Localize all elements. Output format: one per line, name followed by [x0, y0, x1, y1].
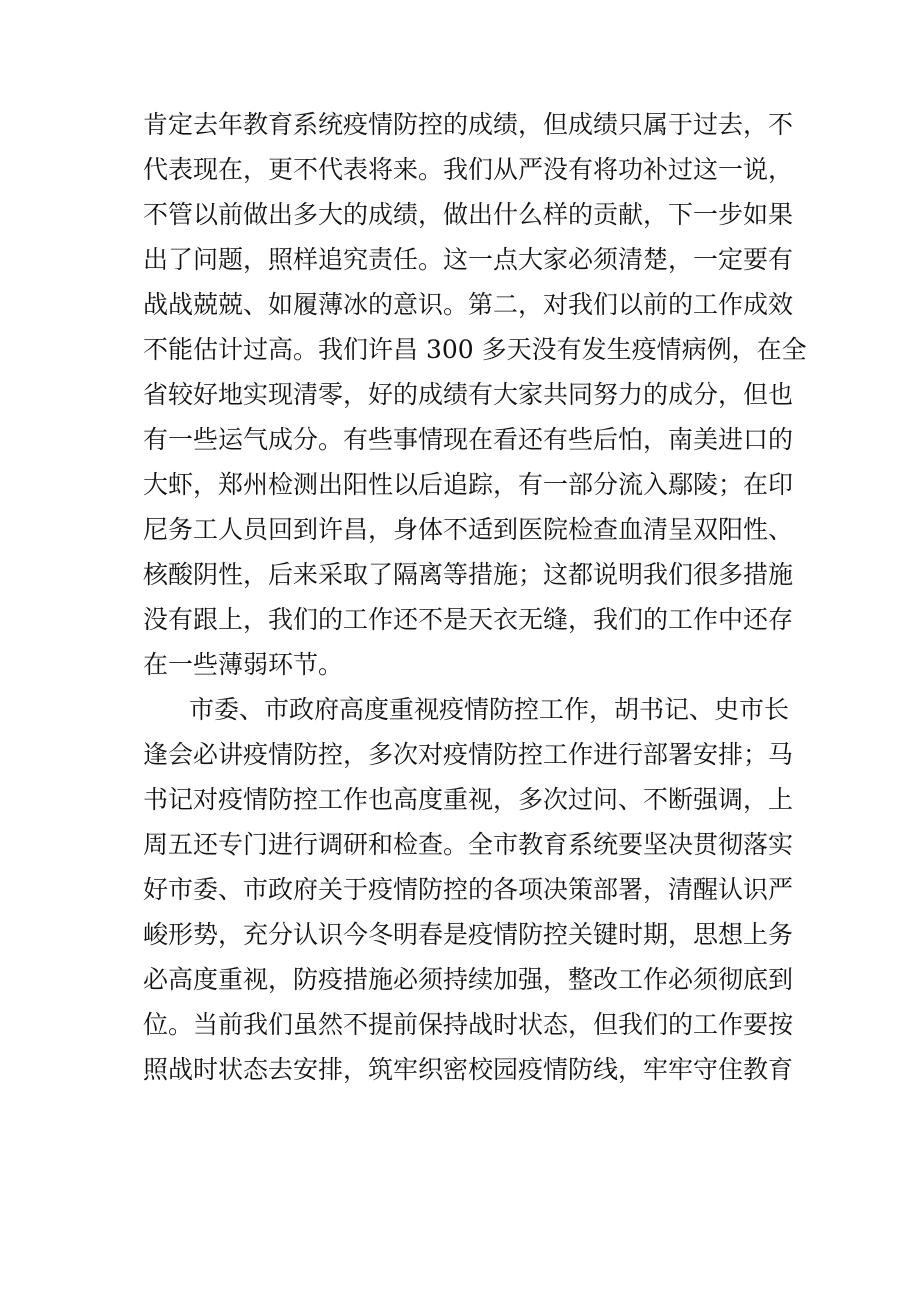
text-line: 好市委、市政府关于疫情防控的各项决策部署，清醒认识严 [143, 875, 794, 904]
text-line: 逢会必讲疫情防控，多次对疫情防控工作进行部署安排；马 [143, 740, 794, 769]
text-line: 尼务工人员回到许昌，身体不适到医院检查血清呈双阳性、 [143, 515, 794, 544]
text-line: 代表现在，更不代表将来。我们从严没有将功补过这一说， [143, 155, 794, 184]
text-line: 在一些薄弱环节。 [143, 650, 344, 679]
text-line: 市委、市政府高度重视疫情防控工作，胡书记、史市长 [189, 695, 790, 724]
text-line: 照战时状态去安排，筑牢织密校园疫情防线，牢牢守住教育 [143, 1055, 794, 1084]
text-line: 有一些运气成分。有些事情现在看还有些后怕，南美进口的 [143, 425, 794, 454]
paragraph-1 [143, 102, 807, 687]
text-line: 大虾，郑州检测出阳性以后追踪，有一部分流入鄢陵；在印 [143, 470, 794, 499]
text-line: 没有跟上，我们的工作还不是天衣无缝，我们的工作中还存 [143, 605, 794, 634]
text-line: 位。当前我们虽然不提前保持战时状态，但我们的工作要按 [143, 1010, 794, 1039]
text-line: 出了问题，照样追究责任。这一点大家必须清楚，一定要有 [143, 245, 794, 274]
text-line: 必高度重视，防疫措施必须持续加强，整改工作必须彻底到 [143, 965, 794, 994]
text-line: 不能估计过高。我们许昌 300 多天没有发生疫情病例，在全 [143, 335, 807, 364]
text-line: 周五还专门进行调研和检查。全市教育系统要坚决贯彻落实 [143, 830, 794, 859]
text-line: 核酸阴性，后来采取了隔离等措施；这都说明我们很多措施 [143, 560, 794, 589]
paragraph-2 [143, 687, 794, 1092]
text-line: 省较好地实现清零，好的成绩有大家共同努力的成分，但也 [143, 380, 794, 409]
text-line: 峻形势，充分认识今冬明春是疫情防控关键时期，思想上务 [143, 920, 794, 949]
document-body [143, 102, 807, 1092]
text-line: 不管以前做出多大的成绩，做出什么样的贡献，下一步如果 [143, 200, 794, 229]
text-line: 书记对疫情防控工作也高度重视，多次过问、不断强调，上 [143, 785, 794, 814]
text-line: 战战兢兢、如履薄冰的意识。第二，对我们以前的工作成效 [143, 290, 794, 319]
text-line: 肯定去年教育系统疫情防控的成绩，但成绩只属于过去，不 [143, 110, 794, 139]
